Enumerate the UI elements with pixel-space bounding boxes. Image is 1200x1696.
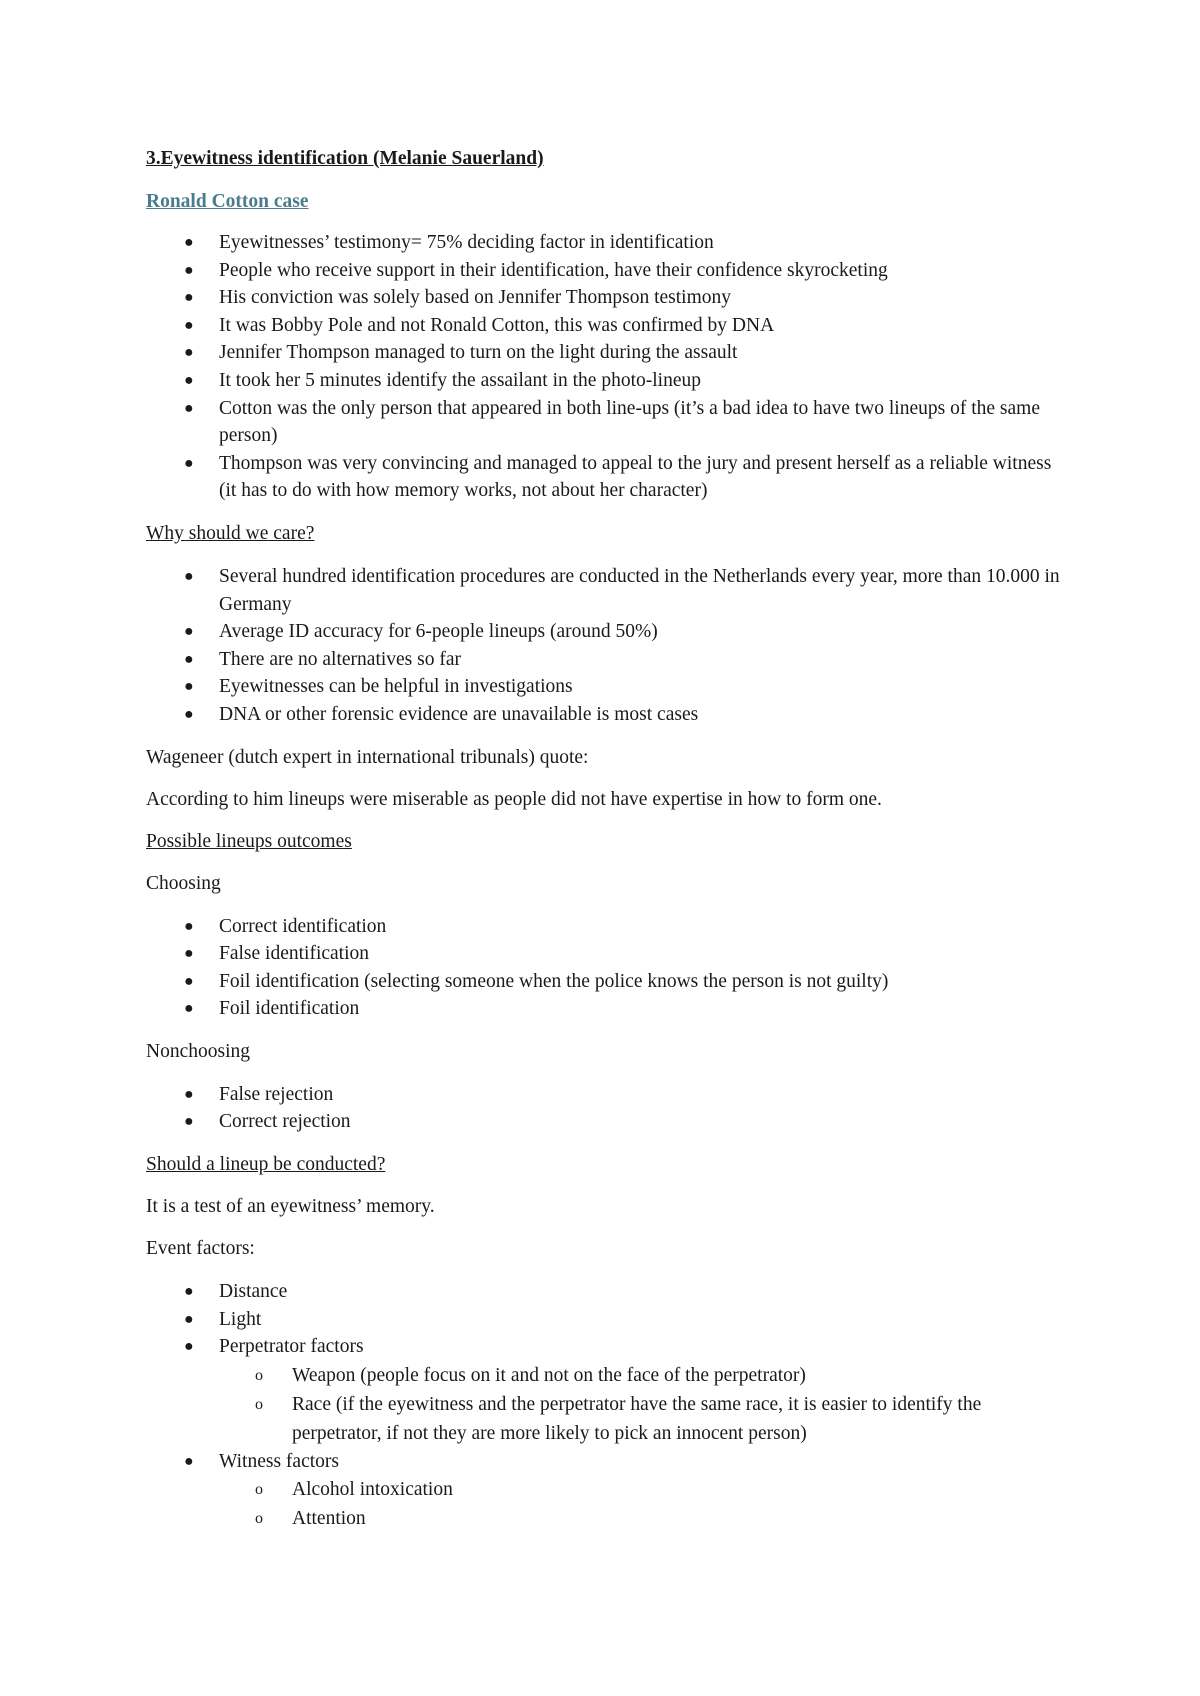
list-item: ● His conviction was solely based on Jennifer Thompson testimony bbox=[146, 284, 1066, 312]
bullet-icon: ● bbox=[184, 454, 194, 472]
list-item: ● People who receive support in their identification, have their confidence skyrocketing bbox=[146, 257, 1066, 285]
bullet-icon: ● bbox=[184, 289, 194, 307]
list-item: ● Light bbox=[146, 1306, 1066, 1334]
sub-list-item: o Race (if the eyewitness and the perpetrator have the same race, it is easier to identify the perpetrator, if not they are more likely to pick an innocent person) bbox=[219, 1390, 1066, 1448]
bullet-icon: ● bbox=[184, 1452, 194, 1470]
sub-list-item: o Weapon (people focus on it and not on the face of the perpetrator) bbox=[219, 1361, 1066, 1390]
event-factors-label: Event factors: bbox=[146, 1238, 255, 1260]
bullet-icon: ● bbox=[184, 344, 194, 362]
perpetrator-sub-list bbox=[219, 1361, 1066, 1448]
list-item: ● Correct identification bbox=[146, 913, 1066, 941]
sub-bullet-icon: o bbox=[255, 1366, 263, 1384]
witness-sub-list bbox=[219, 1475, 1066, 1533]
list-item: ● False rejection bbox=[146, 1081, 1066, 1109]
list-item: ● Thompson was very convincing and managed to appeal to the jury and present herself as a reliable witness (it has to do with how memory works, not about her character) bbox=[146, 450, 1066, 505]
choosing-label: Choosing bbox=[146, 872, 221, 894]
bullet-icon: ● bbox=[184, 1310, 194, 1328]
case-title: Ronald Cotton case bbox=[146, 191, 309, 212]
section-heading-conduct: Should a lineup be conducted? bbox=[146, 1154, 386, 1176]
bullet-icon: ● bbox=[184, 371, 194, 389]
quote-text: According to him lineups were miserable as people did not have expertise in how to form one. bbox=[146, 788, 882, 810]
list-item: ● Average ID accuracy for 6-people lineups (around 50%) bbox=[146, 618, 1066, 646]
bullet-icon: ● bbox=[184, 917, 194, 935]
choosing-bullet-list bbox=[146, 913, 1066, 1023]
sub-bullet-icon: o bbox=[255, 1510, 263, 1528]
list-item: ● Eyewitnesses can be helpful in investigations bbox=[146, 673, 1066, 701]
list-item: ● Several hundred identification procedures are conducted in the Netherlands every year, more than 10.000 in Germany bbox=[146, 563, 1066, 618]
list-item: ● There are no alternatives so far bbox=[146, 646, 1066, 674]
bullet-icon: ● bbox=[184, 1338, 194, 1356]
list-item: ● Witness factors o Alcohol intoxication o Attention bbox=[146, 1448, 1066, 1534]
bullet-icon: ● bbox=[184, 1113, 194, 1131]
nonchoosing-label: Nonchoosing bbox=[146, 1040, 250, 1062]
event-factors-list bbox=[146, 1278, 1066, 1533]
list-item: ● Correct rejection bbox=[146, 1108, 1066, 1136]
document-title: 3.Eyewitness identification (Melanie Sauerland) bbox=[146, 148, 544, 169]
sub-bullet-icon: o bbox=[255, 1481, 263, 1499]
list-item: ● Jennifer Thompson managed to turn on the light during the assault bbox=[146, 339, 1066, 367]
conduct-text: It is a test of an eyewitness’ memory. bbox=[146, 1196, 435, 1218]
list-item: ● It took her 5 minutes identify the assailant in the photo-lineup bbox=[146, 367, 1066, 395]
bullet-icon: ● bbox=[184, 567, 194, 585]
bullet-icon: ● bbox=[184, 972, 194, 990]
bullet-icon: ● bbox=[184, 678, 194, 696]
list-item: ● It was Bobby Pole and not Ronald Cotton, this was confirmed by DNA bbox=[146, 312, 1066, 340]
list-item: ● Foil identification (selecting someone when the police knows the person is not guilty) bbox=[146, 968, 1066, 996]
bullet-icon: ● bbox=[184, 316, 194, 334]
list-item: ● DNA or other forensic evidence are unavailable is most cases bbox=[146, 701, 1066, 729]
list-item: ● Cotton was the only person that appeared in both line-ups (it’s a bad idea to have two lineups of the same person) bbox=[146, 395, 1066, 450]
bullet-icon: ● bbox=[184, 705, 194, 723]
list-item: ● Distance bbox=[146, 1278, 1066, 1306]
list-item: ● False identification bbox=[146, 940, 1066, 968]
care-bullet-list bbox=[146, 563, 1066, 729]
list-item: ● Foil identification bbox=[146, 995, 1066, 1023]
sub-bullet-icon: o bbox=[255, 1395, 263, 1413]
bullet-icon: ● bbox=[184, 623, 194, 641]
case-bullet-list bbox=[146, 229, 1066, 505]
section-heading-care: Why should we care? bbox=[146, 522, 315, 544]
bullet-icon: ● bbox=[184, 650, 194, 668]
bullet-icon: ● bbox=[184, 261, 194, 279]
sub-list-item: o Alcohol intoxication bbox=[219, 1475, 1066, 1504]
bullet-icon: ● bbox=[184, 1085, 194, 1103]
quote-intro: Wageneer (dutch expert in international tribunals) quote: bbox=[146, 746, 589, 768]
bullet-icon: ● bbox=[184, 1283, 194, 1301]
nonchoosing-bullet-list bbox=[146, 1081, 1066, 1136]
list-item: ● Perpetrator factors o Weapon (people focus on it and not on the face of the perpetrator) o Race (if the eyewitness and the perpetrator have the same race, it is easier to identify the perpetrator, if not they are more likely to pick an innocent person) bbox=[146, 1333, 1066, 1448]
document-page bbox=[146, 146, 1066, 1549]
list-item: ● Eyewitnesses’ testimony= 75% deciding factor in identification bbox=[146, 229, 1066, 257]
bullet-icon: ● bbox=[184, 399, 194, 417]
bullet-icon: ● bbox=[184, 945, 194, 963]
bullet-icon: ● bbox=[184, 1000, 194, 1018]
section-heading-outcomes: Possible lineups outcomes bbox=[146, 830, 352, 852]
sub-list-item: o Attention bbox=[219, 1504, 1066, 1533]
bullet-icon: ● bbox=[184, 234, 194, 251]
